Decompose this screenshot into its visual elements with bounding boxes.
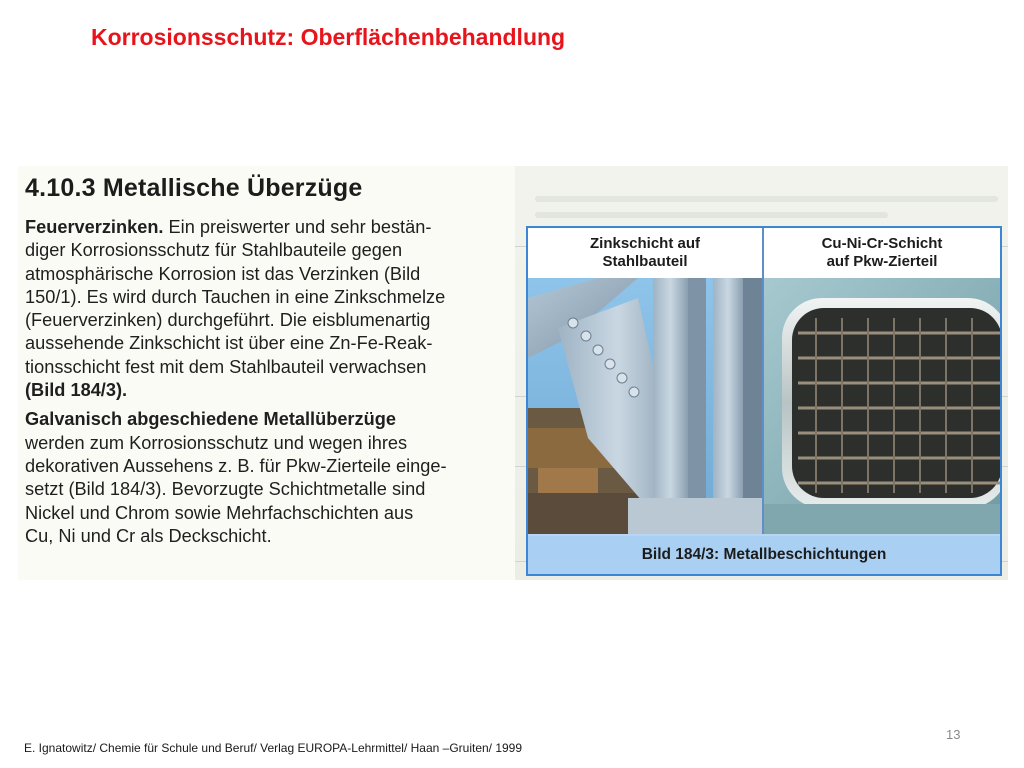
line-text: 150/1). Es wird durch Tauchen in eine Zinkschmelze	[25, 286, 446, 307]
text-line	[25, 356, 495, 379]
text-line	[25, 478, 495, 501]
line-text: werden zum Korrosionsschutz und wegen ihres	[25, 432, 408, 453]
line-text: dekorativen Aussehens z. B. für Pkw-Zierteile einge-	[25, 455, 447, 476]
slide-footer-citation: E. Ignatowitz/ Chemie für Schule und Beruf/ Verlag EUROPA-Lehrmittel/ Haan –Gruiten/ 1999	[24, 741, 523, 755]
line-text: tionsschicht fest mit dem Stahlbauteil verwachsen	[25, 356, 427, 377]
section-body	[25, 216, 495, 548]
text-line	[25, 379, 495, 402]
line-text: Cu, Ni und Cr als Deckschicht.	[25, 525, 272, 546]
text-line	[25, 216, 495, 239]
text-line	[25, 525, 495, 548]
bold-term: Feuerverzinken.	[25, 217, 164, 237]
text-line	[25, 408, 495, 431]
section-heading: 4.10.3 Metallische Überzüge	[25, 174, 363, 202]
line-text: diger Korrosionsschutz für Stahlbauteile gegen	[25, 240, 403, 261]
text-line	[25, 455, 495, 478]
line-text: Nickel und Chrom sowie Mehrfachschichten aus	[25, 502, 414, 523]
figure-label-right-line-1: Cu-Ni-Cr-Schicht	[821, 235, 943, 252]
line-text: aussehende Zinkschicht ist über eine Zn-Fe-Reak-	[25, 333, 433, 354]
paragraph-feuerverzinken	[25, 216, 495, 402]
car-radiator-grille-photo-icon	[764, 278, 1000, 534]
figure-label-left-line-1: Zinkschicht auf	[589, 235, 701, 252]
line-text: setzt (Bild 184/3). Bevorzugte Schichtmetalle sind	[25, 479, 426, 500]
text-line	[25, 332, 495, 355]
text-line	[25, 239, 495, 262]
figure-label-left	[528, 228, 762, 278]
text-line	[25, 286, 495, 309]
text-line	[25, 309, 495, 332]
line-text: (Feuerverzinken) durchgeführt. Die eisblumenartig	[25, 310, 431, 331]
figure-label-right-line-2: auf Pkw-Zierteil	[826, 253, 938, 270]
paragraph-galvanisch	[25, 408, 495, 548]
figure-184-3	[526, 226, 1002, 576]
line-text: Ein preiswerter und sehr bestän-	[163, 217, 432, 237]
text-line	[25, 432, 495, 455]
text-line	[25, 502, 495, 525]
figure-label-right	[764, 228, 1000, 278]
slide-title: Korrosionsschutz: Oberflächenbehandlung	[91, 24, 566, 50]
scanned-textbook-page	[18, 166, 1008, 580]
galvanized-steel-beam-photo-icon	[528, 278, 762, 534]
text-line	[25, 263, 495, 286]
bold-term: (Bild 184/3).	[25, 380, 128, 401]
bold-term: Galvanisch abgeschiedene Metallüberzüge	[25, 409, 396, 430]
figure-caption: Bild 184/3: Metallbeschichtungen	[528, 536, 1000, 574]
page-number: 13	[946, 727, 961, 742]
line-text: atmosphärische Korrosion ist das Verzinken (Bild	[25, 263, 421, 284]
figure-label-left-line-2: Stahlbauteil	[602, 253, 688, 270]
